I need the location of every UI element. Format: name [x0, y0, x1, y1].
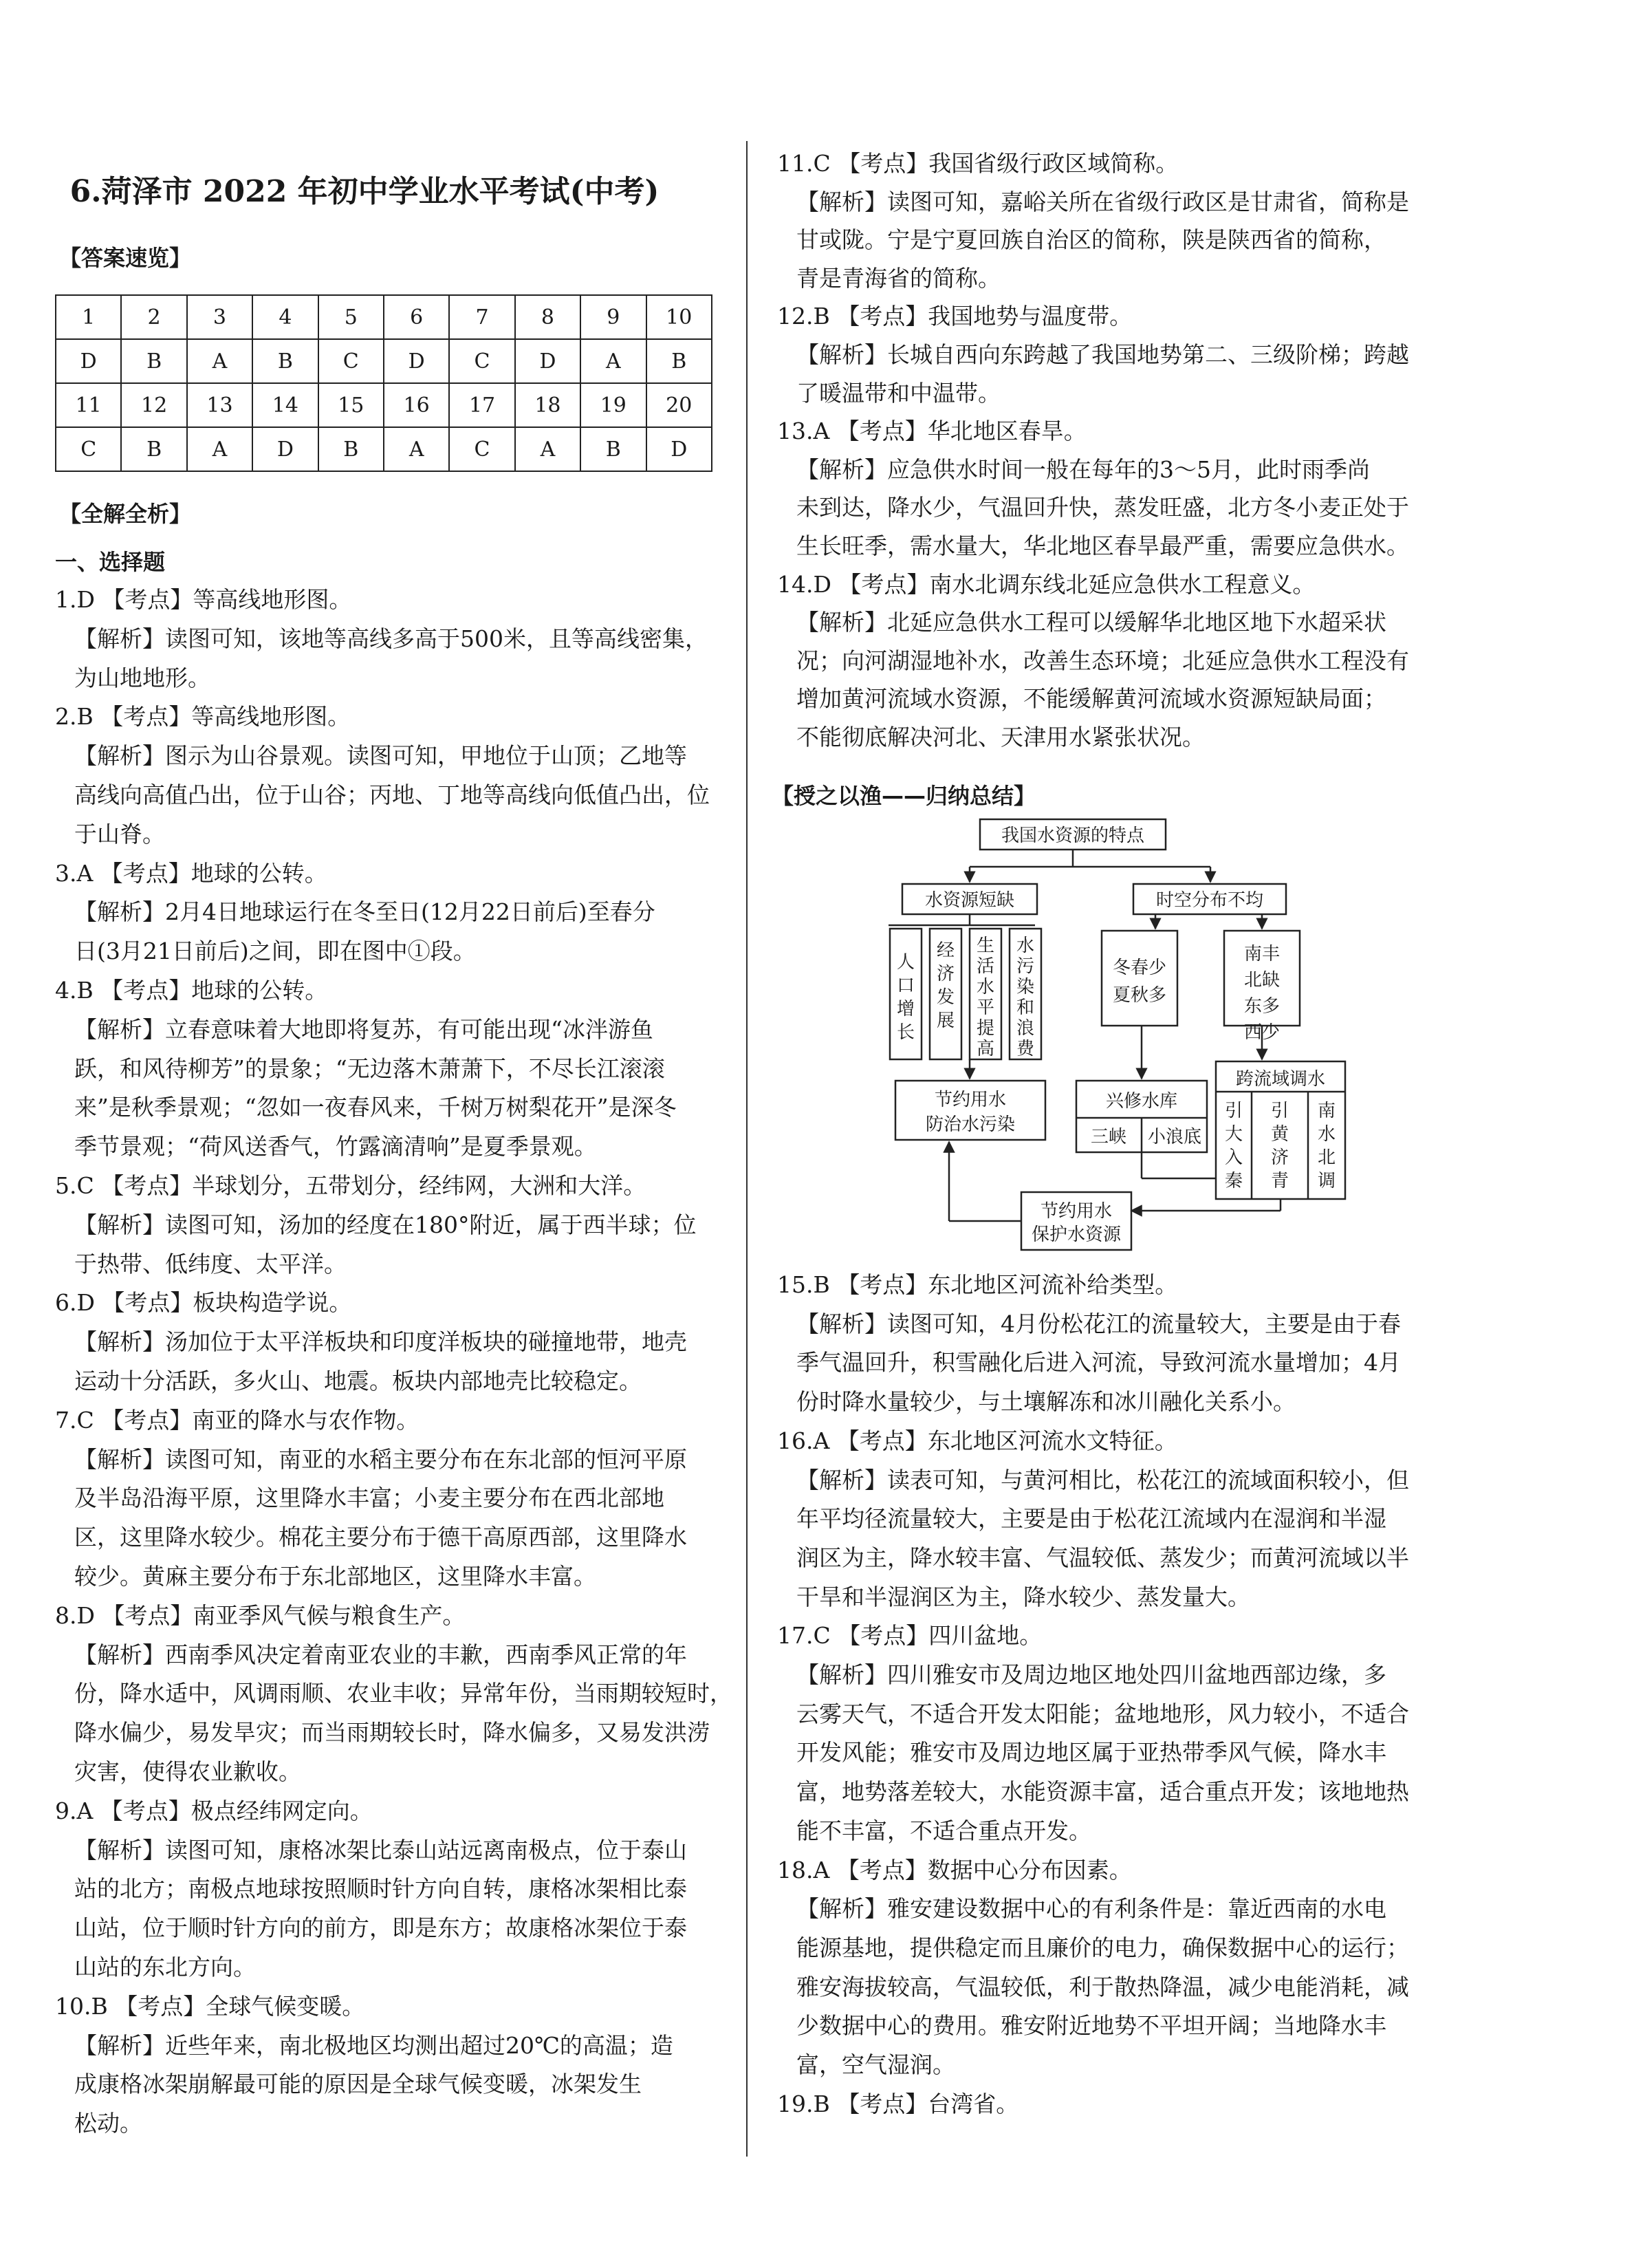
diagram-transfer: 跨流域调水: [1235, 1069, 1326, 1090]
diagram-res1: 三峡: [1090, 1127, 1127, 1147]
analysis-line: 日(3月21日前后)之间，即在图中①段。: [74, 938, 476, 965]
answer-cell: D: [252, 427, 318, 471]
analysis-line: 【解析】读图可知，4月份松花江的流量较大，主要是由于春: [796, 1310, 1401, 1337]
answer-cell: D: [515, 339, 580, 383]
analysis-line: 山站的东北方向。: [74, 1954, 256, 1980]
diagram-cause2: 经济发展: [936, 940, 955, 1031]
answer-cell: D: [384, 339, 449, 383]
answer-cell: D: [56, 339, 121, 383]
answer-cell: 13: [187, 383, 252, 427]
analysis-line: 【解析】2月4日地球运行在冬至日(12月22日前后)至春分: [74, 898, 655, 926]
answer-cell: 14: [252, 383, 318, 427]
question-heading: 6.D 【考点】板块构造学说。: [55, 1289, 352, 1317]
diagram-uneven: 时空分布不均: [1155, 890, 1264, 911]
answer-cell: 18: [515, 383, 580, 427]
analysis-line: 【解析】长城自西向东跨越了我国地势第二、三级阶梯；跨越: [796, 341, 1409, 368]
analysis-line: 降水偏少，易发旱灾；而当雨期较长时，降水偏多，又易发洪涝: [74, 1719, 710, 1747]
analysis-line: 于山脊。: [74, 820, 165, 847]
analysis-line: 【解析】雅安建设数据中心的有利条件是：靠近西南的水电: [796, 1895, 1386, 1923]
answer-cell: B: [252, 339, 318, 383]
analysis-line: 开发风能；雅安市及周边地区属于亚热带季风气候，降水丰: [796, 1739, 1386, 1767]
analysis-line: 年平均径流量较大，主要是由于松花江流域内在湿润和半湿: [796, 1505, 1386, 1533]
diagram-save1-line2: 防治水污染: [925, 1114, 1016, 1135]
analysis-line: 成康格冰架崩解最可能的原因是全球气候变暖，冰架发生: [74, 2071, 642, 2098]
analysis-line: 富，空气湿润。: [796, 2051, 955, 2078]
diagram-save1-line1: 节约用水: [934, 1090, 1007, 1110]
answer-cell: B: [646, 339, 712, 383]
analysis-line: 了暖温带和中温带。: [796, 379, 1001, 407]
answer-cell: A: [580, 339, 646, 383]
analysis-line: 【解析】西南季风决定着南亚农业的丰歉，西南季风正常的年: [74, 1641, 687, 1668]
full-analysis-heading: 【全解全析】: [59, 501, 192, 527]
analysis-line: 季气温回升，积雪融化后进入河流，导致河流水量增加；4月: [796, 1349, 1401, 1376]
question-heading: 12.B 【考点】我国地势与温度带。: [777, 303, 1133, 330]
diagram-t2: 引黄济青: [1270, 1101, 1289, 1191]
analysis-line: 【解析】近些年来，南北极地区均测出超过20℃的高温；造: [74, 2031, 673, 2059]
answer-row-letters: [56, 339, 712, 383]
question-heading: 11.C 【考点】我国省级行政区域简称。: [777, 150, 1179, 177]
analysis-line: 【解析】读图可知，康格冰架比泰山站远离南极点，位于泰山: [74, 1836, 687, 1864]
analysis-line: 未到达，降水少，气温回升快，蒸发旺盛，北方冬小麦正处于: [796, 494, 1409, 521]
answer-cell: 11: [56, 383, 121, 427]
analysis-line: 份，降水适中，风调雨顺、农业丰收；异常年份，当雨期较短时，: [74, 1680, 732, 1707]
question-heading: 17.C 【考点】四川盆地。: [777, 1622, 1043, 1650]
question-heading: 14.D 【考点】南水北调东线北延应急供水工程意义。: [777, 570, 1316, 598]
analysis-line: 甘或陇。宁是宁夏回族自治区的简称，陕是陕西省的简称，: [796, 226, 1386, 254]
diagram-cause1: 人口增长: [896, 952, 915, 1043]
answer-cell: B: [318, 427, 384, 471]
diagram-root: 我国水资源的特点: [1001, 825, 1145, 846]
answer-cell: D: [646, 427, 712, 471]
analysis-line: 【解析】读表可知，与黄河相比，松花江的流域面积较小，但: [796, 1466, 1409, 1493]
analysis-line: 山站，位于顺时针方向的前方，即是东方；故康格冰架位于泰: [74, 1914, 687, 1942]
analysis-line: 【解析】图示为山谷景观。读图可知，甲地位于山顶；乙地等: [74, 742, 687, 770]
answers-heading: 【答案速览】: [59, 245, 192, 271]
analysis-line: 富，地势落差较大，水能资源丰富，适合重点开发；该地地热: [796, 1778, 1409, 1806]
answer-cell: 15: [318, 383, 384, 427]
analysis-line: 【解析】立春意味着大地即将复苏，有可能出现“冰泮游鱼: [74, 1015, 653, 1043]
diagram-cause3: 生活水平提高: [976, 936, 995, 1059]
answer-cell: 9: [580, 295, 646, 339]
analysis-line: 不能彻底解决河北、天津用水紧张状况。: [796, 724, 1205, 750]
question-heading: 7.C 【考点】南亚的降水与农作物。: [55, 1406, 420, 1434]
diagram-t3: 南水北调: [1317, 1101, 1336, 1191]
analysis-line: 能不丰富，不适合重点开发。: [796, 1817, 1091, 1844]
diagram-shortage: 水资源短缺: [924, 890, 1015, 911]
answer-cell: A: [187, 427, 252, 471]
answer-row-numbers: [56, 295, 712, 339]
answer-cell: 6: [384, 295, 449, 339]
question-heading: 13.A 【考点】华北地区春旱。: [777, 418, 1087, 445]
answer-cell: 20: [646, 383, 712, 427]
analysis-line: 增加黄河流域水资源，不能缓解黄河流域水资源短缺局面；: [796, 685, 1386, 713]
answer-cell: A: [515, 427, 580, 471]
analysis-line: 季节景观；“荷风送香气，竹露滴清响”是夏季景观。: [74, 1133, 597, 1160]
question-heading: 1.D 【考点】等高线地形图。: [55, 586, 352, 613]
answer-cell: 17: [449, 383, 514, 427]
answer-cell: C: [449, 339, 514, 383]
question-heading: 2.B 【考点】等高线地形图。: [55, 703, 351, 731]
question-heading: 18.A 【考点】数据中心分布因素。: [777, 1856, 1132, 1883]
answer-cell: 2: [121, 295, 186, 339]
diagram-reservoir: 兴修水库: [1105, 1091, 1178, 1112]
question-heading: 3.A 【考点】地球的公转。: [55, 859, 327, 887]
analysis-line: 【解析】四川雅安市及周边地区地处四川盆地西部边缘，多: [796, 1661, 1386, 1688]
answer-cell: 8: [515, 295, 580, 339]
analysis-line: 况；向河湖湿地补水，改善生态环境；北延应急供水工程没有: [796, 647, 1409, 674]
question-heading: 8.D 【考点】南亚季风气候与粮食生产。: [55, 1601, 466, 1629]
diagram-cause4: 水污染和浪费: [1016, 936, 1035, 1059]
answer-cell: 5: [318, 295, 384, 339]
diagram-res2: 小浪底: [1147, 1127, 1202, 1147]
page-title: 6.菏泽市 2022 年初中学业水平考试(中考): [69, 174, 660, 209]
diagram-space: 南丰北缺东多西少: [1243, 944, 1281, 1043]
analysis-line: 干旱和半湿润区为主，降水较少、蒸发量大。: [796, 1583, 1250, 1610]
analysis-line: 站的北方；南极点地球按照顺时针方向自转，康格冰架相比泰: [74, 1875, 687, 1903]
analysis-line: 来”是秋季景观；“忽如一夜春风来，千树万树梨花开”是深冬: [74, 1094, 677, 1121]
column-divider: [746, 141, 748, 2157]
question-heading: 16.A 【考点】东北地区河流水文特征。: [777, 1427, 1177, 1454]
diagram-save2-line1: 节约用水: [1040, 1201, 1113, 1222]
analysis-line: 区，这里降水较少。棉花主要分布于德干高原西部，这里降水: [74, 1524, 687, 1551]
analysis-line: 生长旺季，需水量大，华北地区春旱最严重，需要应急供水。: [796, 532, 1409, 559]
answer-cell: 10: [646, 295, 712, 339]
analysis-line: 高线向高值凸出，位于山谷；丙地、丁地等高线向低值凸出，位: [74, 781, 710, 808]
analysis-line: 【解析】读图可知，南亚的水稻主要分布在东北部的恒河平原: [74, 1445, 687, 1473]
question-heading: 19.B 【考点】台湾省。: [777, 2090, 1019, 2117]
analysis-line: 云雾天气，不适合开发太阳能；盆地地形，风力较小，不适合: [796, 1700, 1409, 1727]
question-heading: 9.A 【考点】极点经纬网定向。: [55, 1797, 373, 1824]
water-resources-diagram: [880, 815, 1348, 1255]
answer-cell: A: [187, 339, 252, 383]
analysis-line: 能源基地，提供稳定而且廉价的电力，确保数据中心的运行；: [796, 1934, 1409, 1961]
answer-row-numbers: [56, 383, 712, 427]
analysis-line: 【解析】汤加位于太平洋板块和印度洋板块的碰撞地带，地壳: [74, 1328, 687, 1356]
answer-cell: 1: [56, 295, 121, 339]
diagram-t1: 引大入秦: [1224, 1101, 1243, 1191]
answer-cell: 12: [121, 383, 186, 427]
answer-cell: A: [384, 427, 449, 471]
analysis-line: 润区为主，降水较丰富、气温较低、蒸发少；而黄河流域以半: [796, 1544, 1409, 1571]
answer-cell: C: [56, 427, 121, 471]
answer-cell: 16: [384, 383, 449, 427]
summary-heading: 【授之以渔——归纳总结】: [772, 783, 1036, 809]
answer-cell: B: [121, 427, 186, 471]
question-heading: 10.B 【考点】全球气候变暖。: [55, 1992, 365, 2020]
answer-cell: C: [318, 339, 384, 383]
analysis-line: 运动十分活跃，多火山、地震。板块内部地壳比较稳定。: [74, 1368, 642, 1394]
analysis-line: 【解析】读图可知，嘉峪关所在省级行政区是甘肃省，简称是: [796, 188, 1409, 215]
answer-cell: 19: [580, 383, 646, 427]
analysis-line: 【解析】应急供水时间一般在每年的3～5月，此时雨季尚: [796, 455, 1370, 483]
analysis-line: 雅安海拔较高，气温较低，利于散热降温，减少电能消耗，减: [796, 1973, 1409, 2000]
analysis-line: 灾害，使得农业歉收。: [74, 1758, 301, 1785]
question-heading: 15.B 【考点】东北地区河流补给类型。: [777, 1271, 1178, 1298]
analysis-line: 较少。黄麻主要分布于东北部地区，这里降水丰富。: [74, 1563, 596, 1590]
analysis-line: 份时降水量较少，与土壤解冻和冰川融化关系小。: [796, 1388, 1296, 1416]
question-heading: 4.B 【考点】地球的公转。: [55, 977, 328, 1004]
answer-cell: B: [580, 427, 646, 471]
analysis-line: 跃，和风待柳芳”的景象；“无边落木萧萧下，不尽长江滚滚: [74, 1055, 665, 1082]
diagram-time: 冬春少夏秋多: [1112, 958, 1167, 1006]
answer-cell: 7: [449, 295, 514, 339]
analysis-line: 松动。: [74, 2110, 142, 2137]
analysis-line: 【解析】北延应急供水工程可以缓解华北地区地下水超采状: [796, 609, 1386, 636]
analysis-line: 青是青海省的简称。: [796, 264, 1001, 292]
analysis-line: 【解析】读图可知，该地等高线多高于500米，且等高线密集，: [74, 625, 708, 652]
analysis-line: 少数据中心的费用。雅安附近地势不平坦开阔；当地降水丰: [796, 2012, 1386, 2040]
analysis-line: 及半岛沿海平原，这里降水丰富；小麦主要分布在西北部地: [74, 1484, 664, 1512]
answer-cell: 4: [252, 295, 318, 339]
analysis-line: 为山地地形。: [74, 664, 210, 691]
section-heading: 一、选择题: [55, 549, 166, 575]
answer-cell: C: [449, 427, 514, 471]
answer-cell: B: [121, 339, 186, 383]
analysis-line: 【解析】读图可知，汤加的经度在180°附近，属于西半球；位: [74, 1211, 697, 1238]
answer-table: [55, 294, 712, 472]
answer-row-letters: [56, 427, 712, 471]
answer-cell: 3: [187, 295, 252, 339]
analysis-line: 于热带、低纬度、太平洋。: [74, 1250, 347, 1277]
diagram-save2-line2: 保护水资源: [1031, 1224, 1122, 1245]
question-heading: 5.C 【考点】半球划分，五带划分，经纬网，大洲和大洋。: [55, 1172, 646, 1199]
